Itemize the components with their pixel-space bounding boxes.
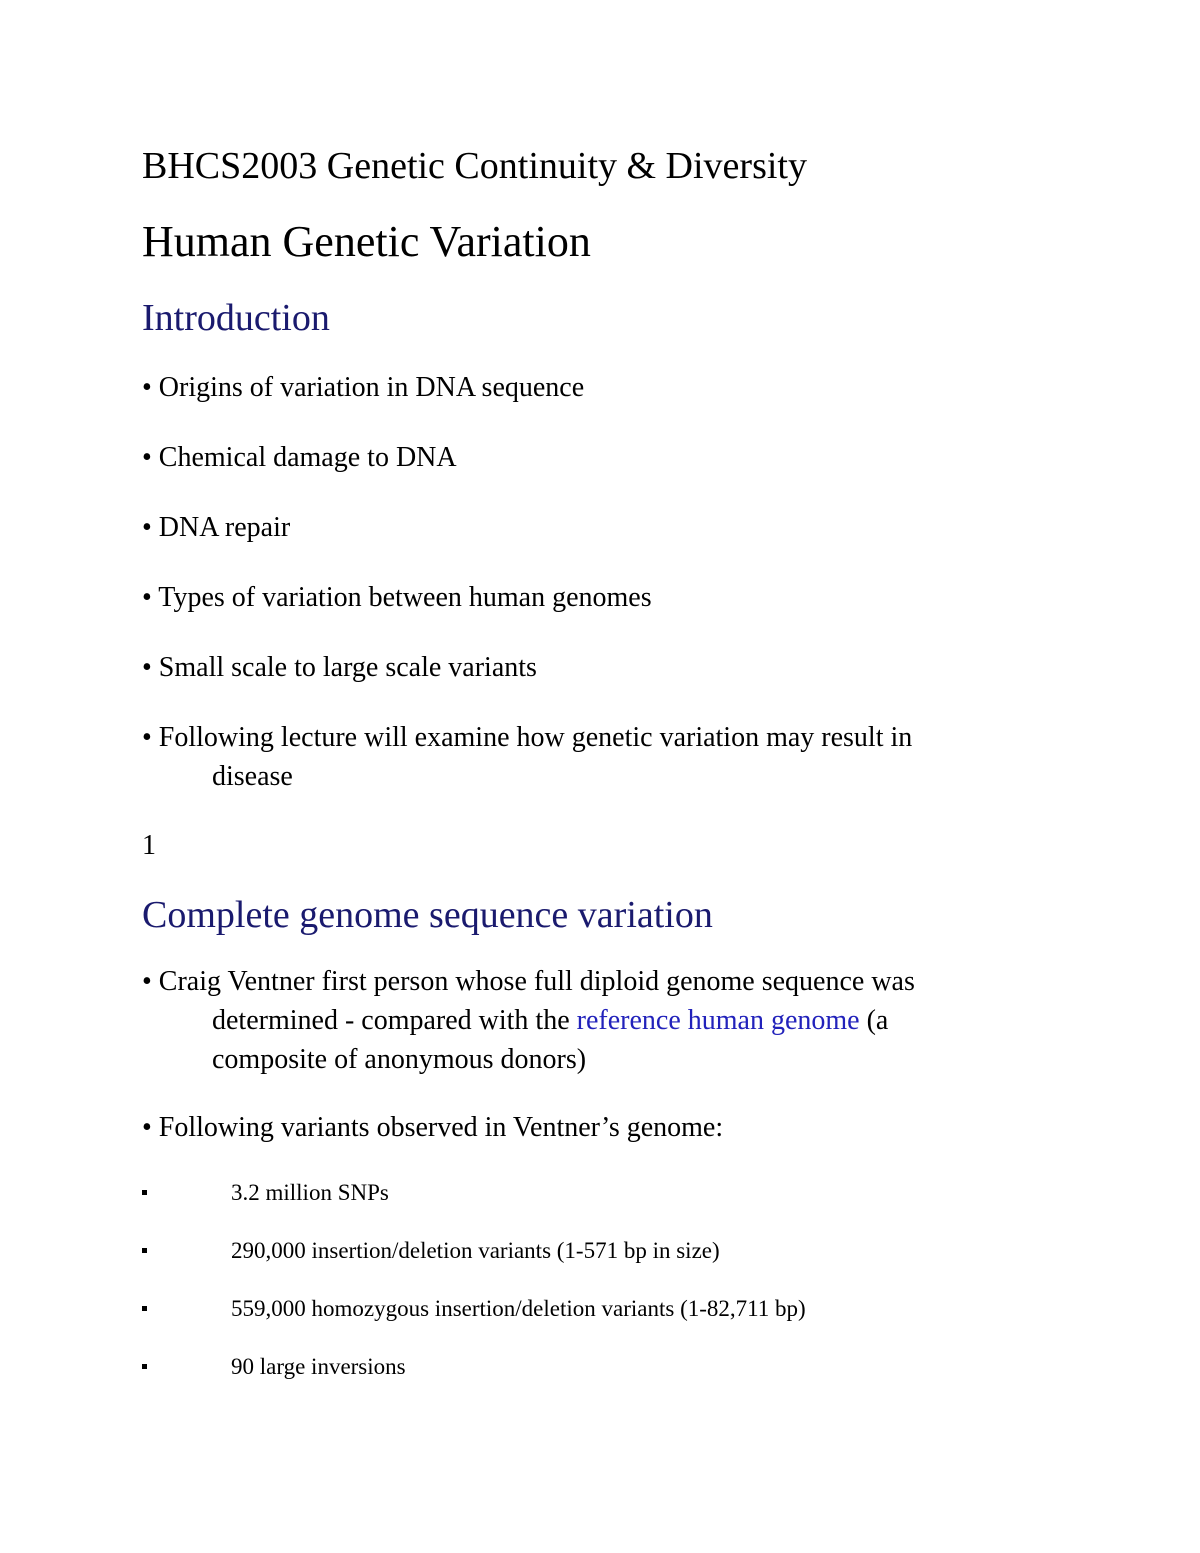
page-number: 1 — [142, 830, 156, 861]
bullet-continuation — [142, 1001, 915, 1040]
bullet-item: • Origins of variation in DNA sequence — [142, 372, 585, 403]
bullet-text: (a — [859, 1005, 889, 1036]
sub-list-item — [142, 1178, 389, 1208]
sub-item-text: 90 large inversions — [231, 1354, 406, 1379]
square-bullet-icon — [142, 1248, 147, 1253]
bullet-continuation: disease — [212, 761, 293, 792]
bullet-item-following-lecture — [142, 718, 912, 796]
sub-item-text: 290,000 insertion/deletion variants (1-571 bp in size) — [231, 1238, 720, 1263]
bullet-continuation: composite of anonymous donors) — [212, 1044, 587, 1075]
sub-item-text: 559,000 homozygous insertion/deletion variants (1-82,711 bp) — [231, 1296, 806, 1321]
square-bullet-icon — [142, 1364, 147, 1369]
reference-genome-link[interactable]: reference human genome — [576, 1005, 860, 1036]
sub-list-item — [142, 1294, 806, 1324]
bullet-text: determined - compared with the — [212, 1005, 577, 1036]
bullet-line: • Following lecture will examine how genetic variation may result in — [142, 722, 913, 753]
sub-list-item — [142, 1236, 720, 1266]
bullet-item: • Chemical damage to DNA — [142, 442, 457, 473]
bullet-item: • DNA repair — [142, 512, 291, 543]
square-bullet-icon — [142, 1190, 147, 1195]
bullet-item: • Types of variation between human genomes — [142, 582, 652, 613]
sub-list-item — [142, 1352, 406, 1382]
course-title: BHCS2003 Genetic Continuity & Diversity — [142, 145, 807, 187]
bullet-item: • Small scale to large scale variants — [142, 652, 537, 683]
square-bullet-icon — [142, 1306, 147, 1311]
bullet-item: • Following variants observed in Ventner’s genome: — [142, 1112, 724, 1143]
section-heading-genome-variation: Complete genome sequence variation — [142, 894, 713, 936]
section-heading-introduction: Introduction — [142, 297, 330, 339]
bullet-item-craig-ventner — [142, 962, 915, 1079]
document-title: Human Genetic Variation — [142, 217, 591, 266]
sub-item-text: 3.2 million SNPs — [231, 1180, 389, 1205]
bullet-line: • Craig Ventner first person whose full diploid genome sequence was — [142, 966, 915, 997]
